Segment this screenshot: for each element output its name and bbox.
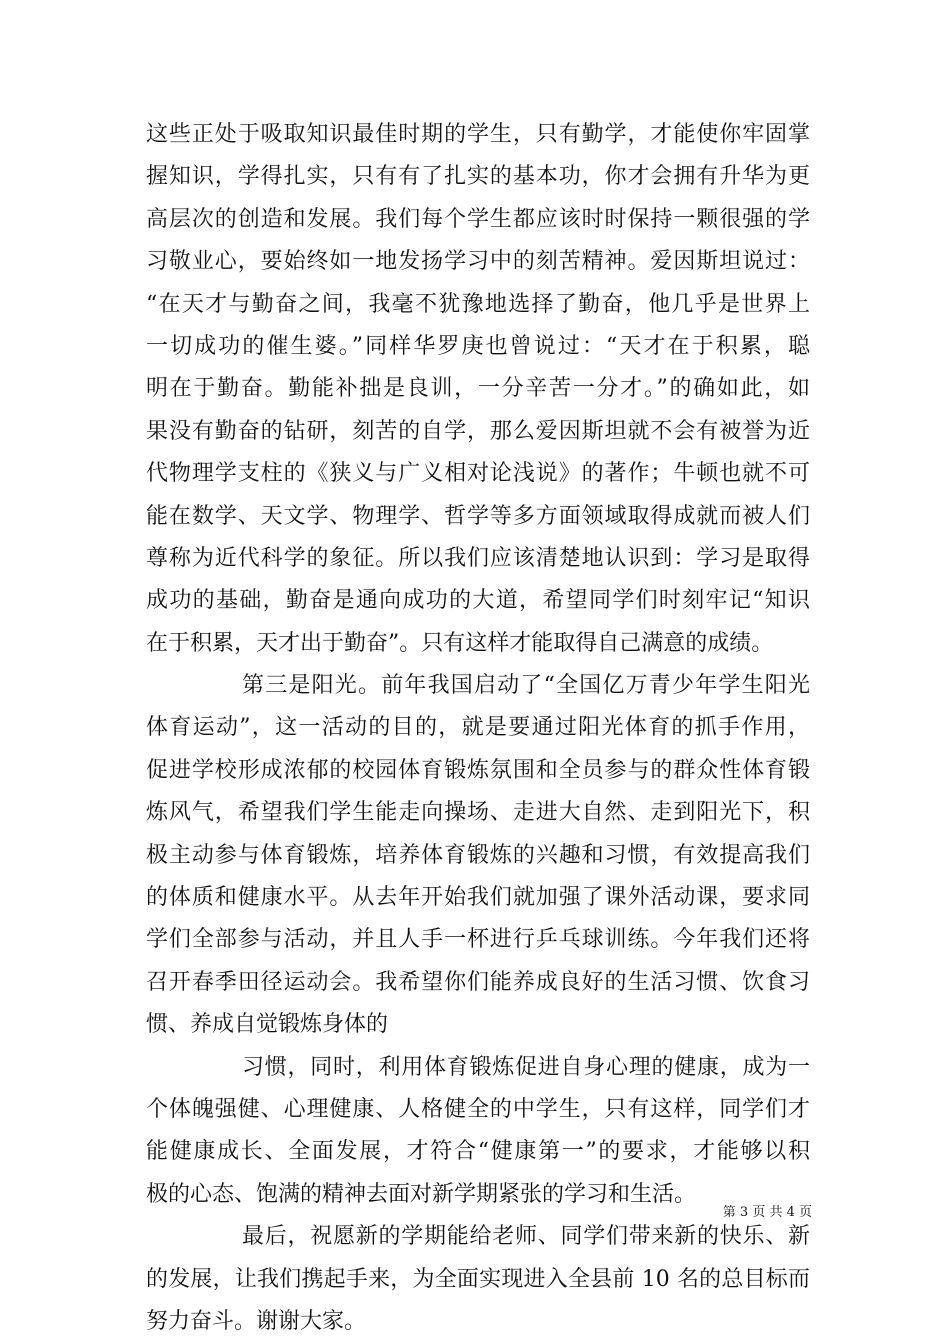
text-line: 一切成功的催生婆。”同样华罗庚也曾说过：“天才在于积累，聪 xyxy=(146,333,810,359)
text-line: 的体质和健康水平。从去年开始我们就加强了课外活动课，要求同 xyxy=(146,885,810,911)
text-line: “在天才与勤奋之间，我毫不犹豫地选择了勤奋，他几乎是世界上 xyxy=(146,291,810,317)
page-number-footer: 第 3 页 共 4 页 xyxy=(722,1205,812,1220)
text-line: 成功的基础，勤奋是通向成功的大道，希望同学们时刻牢记“知识 xyxy=(146,588,810,614)
text-line: 个体魄强健、心理健康、人格健全的中学生，只有这样，同学们才 xyxy=(146,1096,810,1122)
text-line: 召开春季田径运动会。我希望你们能养成良好的生活习惯、饮食习 xyxy=(146,969,810,995)
text-line: 能健康成长、全面发展，才符合“健康第一”的要求，才能够以积 xyxy=(146,1139,810,1165)
text-line: 极的心态、饱满的精神去面对新学期紧张的学习和生活。 xyxy=(146,1181,697,1207)
text-line: 这些正处于吸取知识最佳时期的学生，只有勤学，才能使你牢固掌 xyxy=(146,122,810,147)
text-line: 果没有勤奋的钻研，刻苦的自学，那么爱因斯坦就不会有被誉为近 xyxy=(146,418,810,444)
paragraph-first-line: 习惯，同时，利用体育锻炼促进自身心理的健康，成为一 xyxy=(242,1054,810,1080)
text-line: 炼风气，希望我们学生能走向操场、走进大自然、走到阳光下，积 xyxy=(146,800,810,826)
text-line: 尊称为近代科学的象征。所以我们应该清楚地认识到：学习是取得 xyxy=(146,545,810,571)
text-line: 在于积累，天才出于勤奋”。只有这样才能取得自己满意的成绩。 xyxy=(146,630,774,656)
text-line: 习敬业心，要始终如一地发扬学习中的刻苦精神。爱因斯坦说过： xyxy=(146,249,810,275)
text-line: 握知识，学得扎实，只有有了扎实的基本功，你才会拥有升华为更 xyxy=(146,164,810,190)
text-line: 惯、养成自觉锻炼身体的 xyxy=(146,1012,389,1038)
text-line: 能在数学、天文学、物理学、哲学等多方面领域取得成就而被人们 xyxy=(146,503,810,529)
text-line: 体育运动”，这一活动的目的，就是要通过阳光体育的抓手作用， xyxy=(146,715,810,741)
text-line: 明在于勤奋。勤能补拙是良训，一分辛苦一分才。”的确如此，如 xyxy=(146,376,810,402)
text-line: 代物理学支柱的《狭义与广义相对论浅说》的著作；牛顿也就不可 xyxy=(146,461,810,487)
paragraph-first-line: 最后，祝愿新的学期能给老师、同学们带来新的快乐、新 xyxy=(242,1224,810,1250)
text-line: 的发展，让我们携起手来，为全面实现进入全县前 10 名的总目标而 xyxy=(146,1266,810,1292)
paragraph-first-line: 第三是阳光。前年我国启动了“全国亿万青少年学生阳光 xyxy=(242,673,810,699)
body-text xyxy=(146,114,810,1343)
text-line: 高层次的创造和发展。我们每个学生都应该时时保持一颗很强的学 xyxy=(146,206,810,232)
text-line: 学们全部参与活动，并且人手一杯进行乒乓球训练。今年我们还将 xyxy=(146,927,810,953)
text-line: 极主动参与体育锻炼，培养体育锻炼的兴趣和习惯，有效提高我们 xyxy=(146,842,810,868)
text-line: 努力奋斗。谢谢大家。 xyxy=(146,1308,367,1334)
text-line: 促进学校形成浓郁的校园体育锻炼氛围和全员参与的群众性体育锻 xyxy=(146,757,810,783)
